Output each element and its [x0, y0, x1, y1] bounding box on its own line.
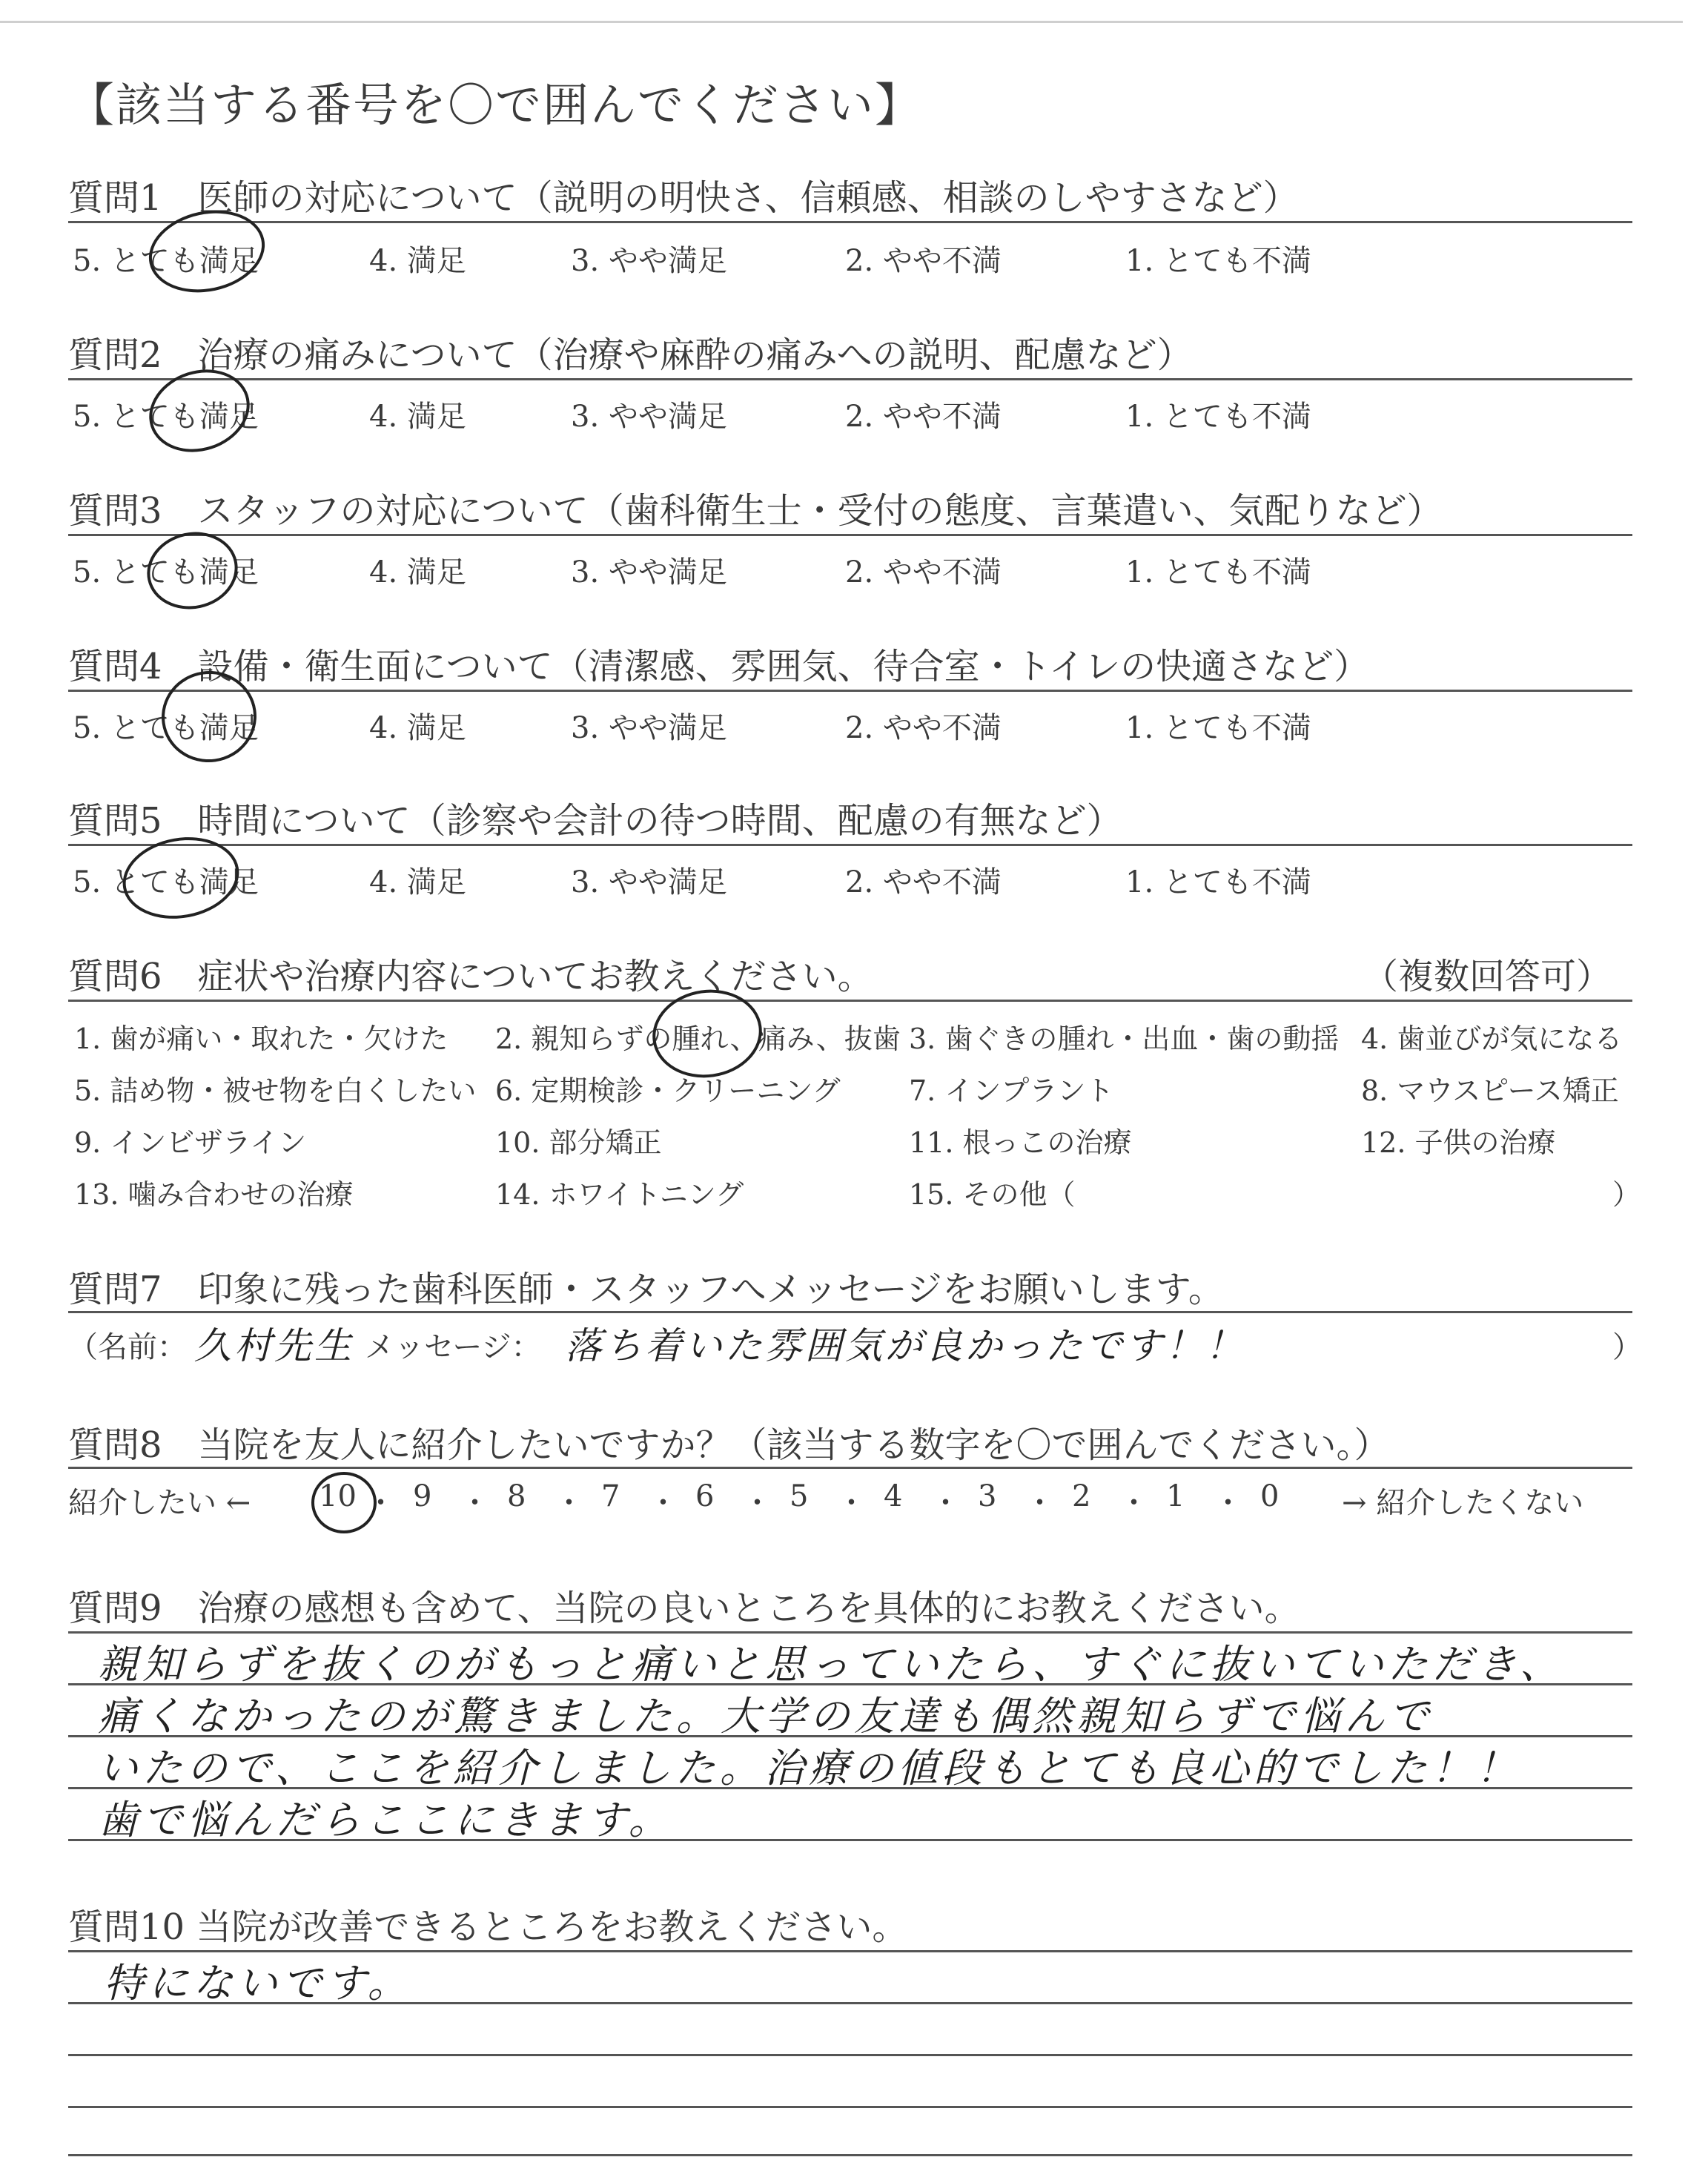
q9-answer-line-2[interactable]: 痛くなかったのが驚きました。大学の友達も偶然親知らずで悩んで — [98, 1693, 1434, 1740]
q8-left-label: 紹介したい ← — [68, 1486, 251, 1520]
scan-top-edge — [0, 21, 1683, 23]
q8-scale-separator: ・ — [554, 1486, 584, 1520]
question-2-title: 質問2 治療の痛みについて（治療や麻酔の痛みへの説明、配慮など） — [68, 334, 1193, 376]
q8-scale-separator: ・ — [1119, 1486, 1149, 1520]
question-6-rule — [68, 1000, 1632, 1002]
question-6-multi-note: （複数回答可） — [1363, 956, 1612, 997]
q8-scale-separator: ・ — [1025, 1486, 1055, 1520]
form-instruction-title: 【該当する番号を〇で囲んでください】 — [68, 78, 923, 132]
q1-option-4[interactable]: 4. 満足 — [369, 244, 466, 278]
q3-option-3[interactable]: 3. やや満足 — [571, 555, 727, 589]
q6-option-1[interactable]: 1. 歯が痛い・取れた・欠けた — [74, 1023, 448, 1055]
q8-scale-separator: ・ — [365, 1486, 396, 1520]
question-1-title: 質問1 医師の対応について（説明の明快さ、信頼感、相談のしやすさなど） — [68, 177, 1299, 219]
q8-scale-value-5[interactable]: 5 — [790, 1479, 809, 1513]
q5-option-2[interactable]: 2. やや不満 — [845, 865, 1002, 899]
q3-option-4[interactable]: 4. 満足 — [369, 555, 466, 589]
q2-option-2[interactable]: 2. やや不満 — [845, 400, 1002, 434]
q6-option-10[interactable]: 10. 部分矯正 — [495, 1126, 662, 1159]
q8-scale-value-6[interactable]: 6 — [695, 1479, 715, 1513]
q6-option-4[interactable]: 4. 歯並びが気になる — [1361, 1023, 1623, 1055]
question-8-rule — [68, 1467, 1632, 1469]
question-2-rule — [68, 378, 1632, 380]
q6-option-7[interactable]: 7. インプラント — [909, 1074, 1114, 1107]
q1-option-1[interactable]: 1. とても不満 — [1125, 244, 1311, 278]
q8-scale-separator: ・ — [648, 1486, 678, 1520]
q4-option-5[interactable]: 5. とても満足 — [73, 711, 259, 745]
q6-other-close-paren: ） — [1612, 1178, 1641, 1211]
q5-option-4[interactable]: 4. 満足 — [369, 865, 466, 899]
q4-option-3[interactable]: 3. やや満足 — [571, 711, 727, 745]
q8-right-label: → 紹介したくない — [1342, 1486, 1584, 1520]
q8-scale-value-9[interactable]: 9 — [413, 1479, 432, 1513]
question-5-rule — [68, 844, 1632, 846]
q1-option-2[interactable]: 2. やや不満 — [845, 244, 1002, 278]
q6-option-5[interactable]: 5. 詰め物・被せ物を白くしたい — [74, 1074, 477, 1107]
q8-scale-value-1[interactable]: 1 — [1166, 1479, 1185, 1513]
q6-option-2[interactable]: 2. 親知らずの腫れ、痛み、抜歯 — [495, 1023, 901, 1055]
q6-option-15[interactable]: 15. その他（ — [909, 1178, 1076, 1211]
q10-writing-line-4 — [68, 2106, 1632, 2108]
q8-scale-separator: ・ — [930, 1486, 961, 1520]
q1-option-3[interactable]: 3. やや満足 — [571, 244, 727, 278]
q3-option-2[interactable]: 2. やや不満 — [845, 555, 1002, 589]
q2-option-1[interactable]: 1. とても不満 — [1125, 400, 1311, 434]
q8-scale-separator: ・ — [1213, 1486, 1243, 1520]
q7-message-label: メッセージ： — [365, 1330, 541, 1364]
q8-scale-separator: ・ — [742, 1486, 772, 1520]
question-1-rule — [68, 221, 1632, 223]
q10-writing-line-5 — [68, 2154, 1632, 2156]
q7-name-handwritten[interactable]: 久村先生 — [194, 1324, 354, 1367]
question-4-rule — [68, 690, 1632, 692]
q8-scale-separator: ・ — [836, 1486, 867, 1520]
q9-answer-line-4[interactable]: 歯で悩んだらここにきます。 — [98, 1797, 673, 1843]
q4-option-1[interactable]: 1. とても不満 — [1125, 711, 1311, 745]
q9-answer-line-3[interactable]: いたので、ここを紹介しました。治療の値段もとても良心的でした！！ — [98, 1745, 1520, 1791]
q4-option-4[interactable]: 4. 満足 — [369, 711, 466, 745]
question-8-title: 質問8 当院を友人に紹介したいですか？（該当する数字を〇で囲んでください。） — [68, 1424, 1390, 1466]
q8-scale-separator: ・ — [460, 1486, 490, 1520]
q2-option-3[interactable]: 3. やや満足 — [571, 400, 727, 434]
q8-scale-value-4[interactable]: 4 — [884, 1479, 903, 1513]
q3-selection-circle — [140, 524, 245, 617]
question-5-title: 質問5 時間について（診察や会計の待つ時間、配慮の有無など） — [68, 800, 1122, 842]
q5-option-5[interactable]: 5. とても満足 — [73, 865, 259, 899]
q10-answer-line-1[interactable]: 特にないです。 — [104, 1960, 412, 2007]
q1-option-5[interactable]: 5. とても満足 — [73, 244, 259, 278]
q2-option-5[interactable]: 5. とても満足 — [73, 400, 259, 434]
question-3-rule — [68, 534, 1632, 536]
q10-writing-line-3 — [68, 2054, 1632, 2056]
q8-scale-value-2[interactable]: 2 — [1072, 1479, 1091, 1513]
q8-selection-circle — [311, 1472, 377, 1533]
q6-option-14[interactable]: 14. ホワイトニング — [495, 1178, 744, 1211]
q8-scale-value-7[interactable]: 7 — [601, 1479, 620, 1513]
question-9-title: 質問9 治療の感想も含めて、当院の良いところを具体的にお教えください。 — [68, 1588, 1300, 1629]
q7-close-paren: ） — [1612, 1330, 1642, 1364]
q5-option-3[interactable]: 3. やや満足 — [571, 865, 727, 899]
q8-scale-value-10[interactable]: 10 — [319, 1479, 357, 1513]
question-7-rule — [68, 1311, 1632, 1313]
q2-option-4[interactable]: 4. 満足 — [369, 400, 466, 434]
q6-option-6[interactable]: 6. 定期検診・クリーニング — [495, 1074, 841, 1107]
q7-name-label: （名前： — [68, 1330, 187, 1364]
q4-option-2[interactable]: 2. やや不満 — [845, 711, 1002, 745]
q7-message-handwritten[interactable]: 落ち着いた雰囲気が良かったです！！ — [565, 1324, 1245, 1367]
q6-option-3[interactable]: 3. 歯ぐきの腫れ・出血・歯の動揺 — [909, 1023, 1340, 1055]
q5-option-1[interactable]: 1. とても不満 — [1125, 865, 1311, 899]
q6-option-12[interactable]: 12. 子供の治療 — [1361, 1126, 1556, 1159]
q3-option-1[interactable]: 1. とても不満 — [1125, 555, 1311, 589]
question-3-title: 質問3 スタッフの対応について（歯科衛生士・受付の態度、言葉遣い、気配りなど） — [68, 490, 1443, 532]
q6-option-8[interactable]: 8. マウスピース矯正 — [1361, 1074, 1619, 1107]
q6-option-13[interactable]: 13. 噛み合わせの治療 — [74, 1178, 354, 1211]
q6-option-9[interactable]: 9. インビザライン — [74, 1126, 307, 1159]
question-10-title: 質問10 当院が改善できるところをお教えください。 — [68, 1906, 908, 1948]
q3-option-5[interactable]: 5. とても満足 — [73, 555, 259, 589]
q8-scale-value-8[interactable]: 8 — [507, 1479, 526, 1513]
question-4-title: 質問4 設備・衛生面について（清潔感、雰囲気、待合室・トイレの快適さなど） — [68, 646, 1370, 687]
q8-scale-value-3[interactable]: 3 — [978, 1479, 997, 1513]
question-7-title: 質問7 印象に残った歯科医師・スタッフへメッセージをお願いします。 — [68, 1269, 1224, 1310]
q9-answer-line-1[interactable]: 親知らずを抜くのがもっと痛いと思っていたら、すぐに抜いていただき、 — [98, 1641, 1564, 1688]
q6-option-11[interactable]: 11. 根っこの治療 — [909, 1126, 1132, 1159]
q8-scale-value-0[interactable]: 0 — [1260, 1479, 1280, 1513]
question-6-title: 質問6 症状や治療内容についてお教えください。 — [68, 956, 873, 997]
